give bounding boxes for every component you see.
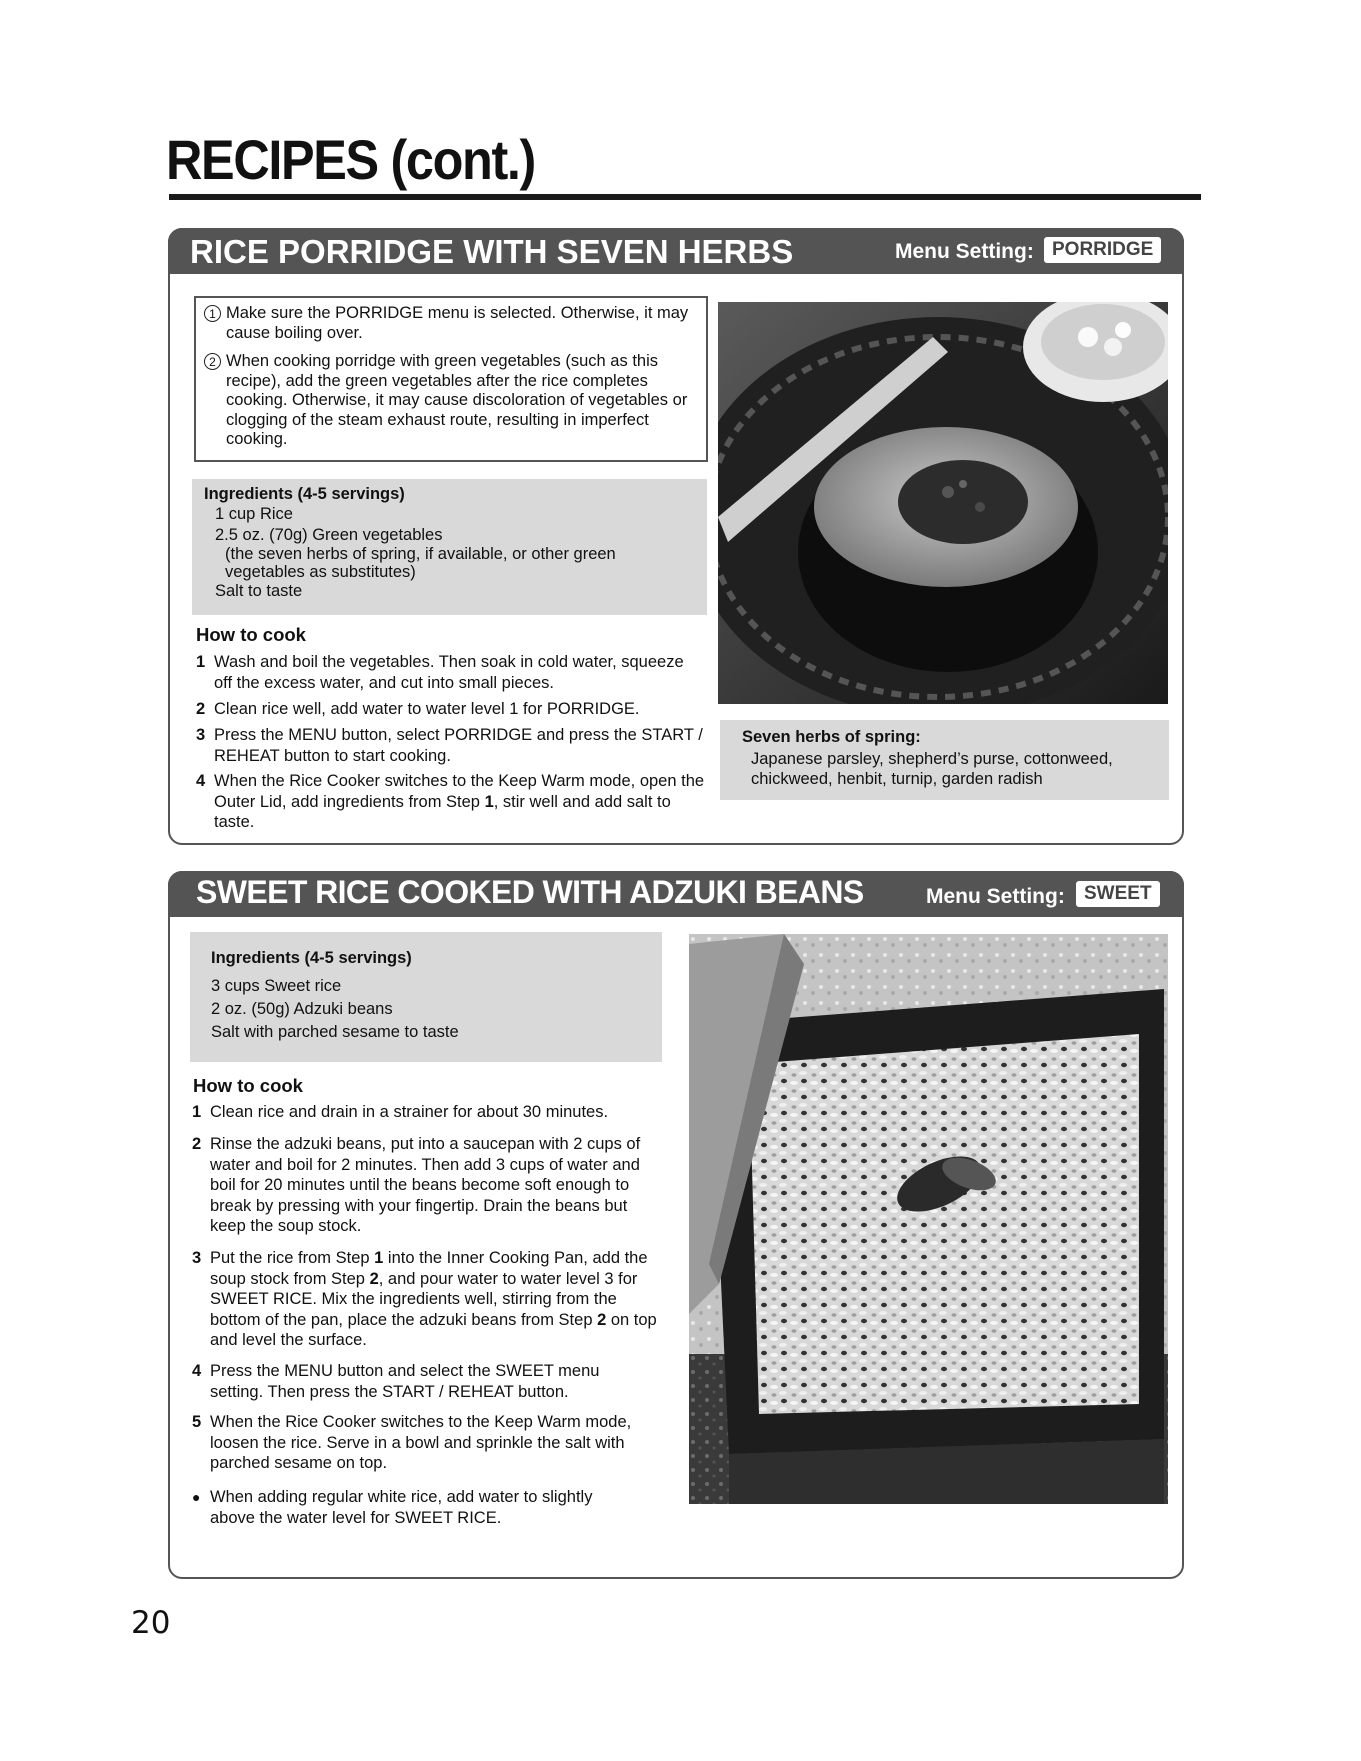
step-number: 4 <box>196 772 206 790</box>
step-text: on top and level the surface. <box>210 1310 657 1349</box>
recipe-title: RICE PORRIDGE WITH SEVEN HERBS <box>190 233 794 270</box>
ingredient-line: vegetables as substitutes) <box>225 563 416 581</box>
recipe-header <box>168 228 1184 274</box>
step-text: , and pour water to water level 3 for SWEET RICE. Mix the ingredients well, stirring from the bottom of the pan, place the adzuki beans from Step <box>210 1269 638 1329</box>
step-number: 2 <box>192 1135 202 1153</box>
ingredient-line: 2.5 oz. (70g) Green vegetables <box>215 526 443 544</box>
caution-note <box>204 352 696 450</box>
sweet-rice-illustration <box>689 934 1168 1504</box>
page-number: 20 <box>131 1605 171 1641</box>
step-number: 1 <box>192 1103 202 1121</box>
ingredients-heading: Ingredients (4-5 servings) <box>204 485 405 503</box>
circled-number: 1 <box>204 305 221 322</box>
step-text: Press the MENU button and select the SWEET menu setting. Then press the START / REHEAT button. <box>210 1362 600 1401</box>
how-to-cook-heading: How to cook <box>193 1075 303 1096</box>
step-text: Put the rice from Step <box>210 1249 375 1267</box>
bullet-note-text: When adding regular white rice, add water to slightly above the water level for SWEET RICE. <box>210 1488 593 1527</box>
circled-number: 2 <box>204 353 221 370</box>
cooking-step <box>196 725 709 766</box>
step-number: 1 <box>196 653 206 671</box>
ingredients-heading: Ingredients (4-5 servings) <box>211 949 412 967</box>
step-reference: 2 <box>369 1269 379 1288</box>
ingredients-box <box>190 932 662 1062</box>
step-number: 3 <box>192 1249 202 1267</box>
bullet-icon: ● <box>192 1489 201 1505</box>
seven-herbs-box <box>720 720 1169 800</box>
cooking-step <box>192 1102 670 1123</box>
recipe-sweet-rice-section <box>168 871 1184 1579</box>
recipe-porridge-section <box>168 228 1184 845</box>
ingredient-line: Salt with parched sesame to taste <box>211 1023 459 1041</box>
ingredient-line: 3 cups Sweet rice <box>211 977 342 995</box>
seven-herbs-heading: Seven herbs of spring: <box>742 728 921 746</box>
page-title: RECIPES (cont.) <box>166 128 535 191</box>
menu-setting-label: Menu Setting: <box>895 240 1034 263</box>
cooking-step <box>196 699 704 720</box>
cooking-step <box>196 652 684 693</box>
step-number: 2 <box>196 700 206 718</box>
step-text: When the Rice Cooker switches to the Keep Warm mode, open the Outer Lid, add ingredients from Step <box>214 772 705 811</box>
ingredient-line: 1 cup Rice <box>215 505 293 523</box>
step-text: Clean rice well, add water to water level 1 for PORRIDGE. <box>214 700 640 718</box>
ingredient-line: (the seven herbs of spring, if available, or other green <box>225 545 616 563</box>
step-number: 5 <box>192 1413 202 1431</box>
cooking-step <box>192 1134 665 1237</box>
caution-notes-box <box>194 296 708 462</box>
sweet-rice-photo <box>689 934 1168 1504</box>
ingredient-line: Salt to taste <box>215 582 303 600</box>
ingredients-box <box>192 479 707 615</box>
step-text: Press the MENU button, select PORRIDGE and press the START / REHEAT button to start cooking. <box>214 726 703 765</box>
porridge-illustration <box>718 302 1168 704</box>
cooking-step <box>192 1248 665 1351</box>
step-reference: 2 <box>597 1310 607 1329</box>
step-text: Rinse the adzuki beans, put into a saucepan with 2 cups of water and boil for 2 minutes. Then add 3 cups of water and boil for 20 minutes until the beans become soft enough to break by pressing with your fingertip. Drain the beans but keep the soup stock. <box>210 1135 641 1235</box>
note-text: When cooking porridge with green vegetables (such as this recipe), add the green vegetables after the rice completes cooking. Otherwise, it may cause discoloration of vegetables or clogging of the steam exhaust route, resulting in imperfect cooking. <box>226 352 688 448</box>
porridge-photo <box>718 302 1168 704</box>
title-rule <box>169 194 1201 200</box>
menu-setting-label: Menu Setting: <box>926 885 1065 908</box>
step-reference: 1 <box>374 1249 384 1267</box>
cooking-step <box>192 1412 660 1474</box>
step-text: , stir well and add salt to taste. <box>214 792 671 831</box>
step-text: into the Inner Cooking Pan, add the soup stock from Step <box>210 1249 648 1288</box>
cooking-step <box>196 771 708 833</box>
seven-herbs-text: Japanese parsley, shepherd’s purse, cottonweed, chickweed, henbit, turnip, garden radish <box>751 750 1113 788</box>
how-to-cook-heading: How to cook <box>196 624 306 645</box>
menu-setting-badge: SWEET <box>1076 881 1160 907</box>
step-reference: 1 <box>484 792 494 811</box>
step-number: 4 <box>192 1362 202 1380</box>
step-text: When the Rice Cooker switches to the Keep Warm mode, loosen the rice. Serve in a bowl and sprinkle the salt with parched sesame on top. <box>210 1413 632 1472</box>
menu-setting-badge: PORRIDGE <box>1044 237 1161 263</box>
step-text: Wash and boil the vegetables. Then soak in cold water, squeeze off the excess water, and cut into small pieces. <box>214 653 684 692</box>
step-text: Clean rice and drain in a strainer for about 30 minutes. <box>210 1103 609 1121</box>
cooking-step <box>192 1361 650 1402</box>
step-number: 3 <box>196 726 206 744</box>
bullet-note <box>192 1487 640 1528</box>
recipe-header <box>168 871 1184 917</box>
note-text: Make sure the PORRIDGE menu is selected. Otherwise, it may cause boiling over. <box>226 304 689 342</box>
ingredient-line: 2 oz. (50g) Adzuki beans <box>211 1000 393 1018</box>
recipe-title: SWEET RICE COOKED WITH ADZUKI BEANS <box>196 874 864 910</box>
caution-note <box>204 304 696 343</box>
